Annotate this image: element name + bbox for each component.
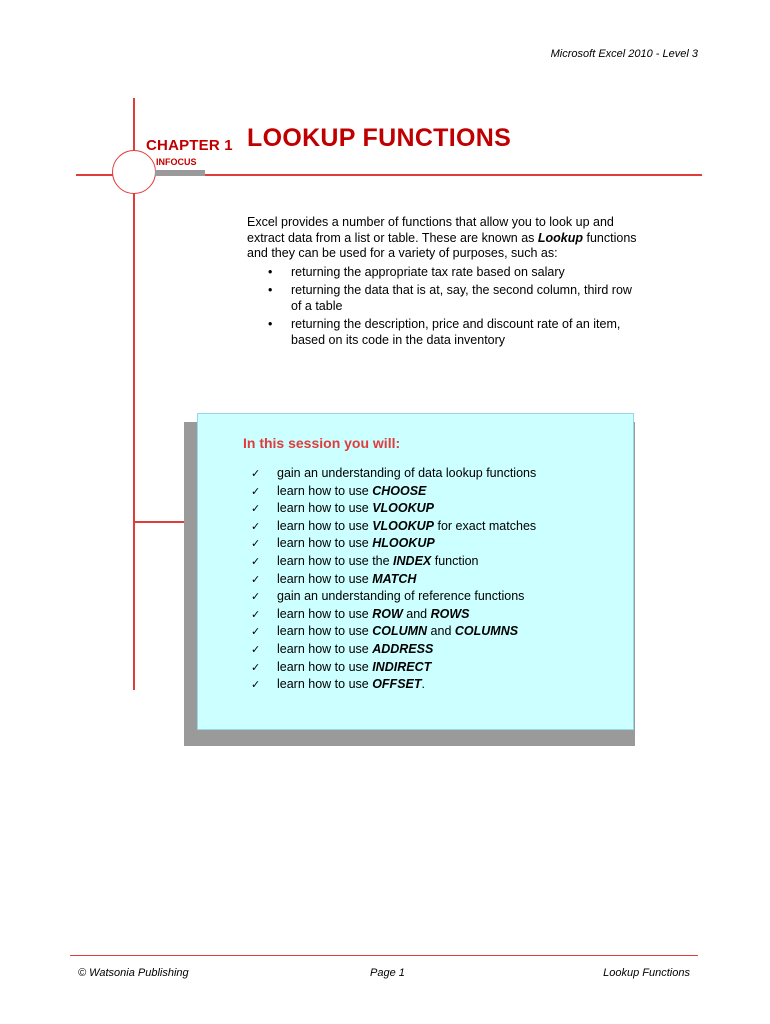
list-item <box>251 588 536 606</box>
objective-text: learn how to use <box>277 501 373 516</box>
bullet-text: returning the appropriate tax rate based on salary <box>291 264 565 279</box>
list-item <box>251 500 536 518</box>
footer-rule <box>70 955 698 956</box>
objective-text: and <box>402 606 431 621</box>
infocus-bar <box>155 170 205 176</box>
bullet-text: returning the data that is at, say, the second column, third row of a table <box>291 283 632 313</box>
checkmark-icon: ✓ <box>251 642 261 656</box>
checkmark-icon: ✓ <box>251 607 261 621</box>
list-item <box>251 571 536 589</box>
function-name: ROW <box>372 606 403 621</box>
objective-text: learn how to use <box>277 624 373 639</box>
function-name: INDEX <box>393 553 432 568</box>
list-item <box>251 641 536 659</box>
checkmark-icon: ✓ <box>251 572 261 586</box>
chapter-circle-ornament <box>112 150 156 194</box>
objective-text: for exact matches <box>434 518 537 533</box>
footer-copyright: © Watsonia Publishing <box>78 967 189 979</box>
checkmark-icon: ✓ <box>251 502 261 516</box>
list-item <box>251 518 536 536</box>
objective-text: and <box>427 624 455 639</box>
page-title: LOOKUP FUNCTIONS <box>247 124 512 152</box>
function-name: MATCH <box>372 571 417 586</box>
objective-text: learn how to use <box>277 659 373 674</box>
checkmark-icon: ✓ <box>251 484 261 498</box>
objective-text: learn how to use <box>277 536 373 551</box>
intro-bullet-list <box>247 265 642 349</box>
objective-text: learn how to use <box>277 641 373 656</box>
bullet-icon: • <box>268 264 273 279</box>
list-item <box>251 676 536 694</box>
footer-page-number: Page 1 <box>370 967 405 979</box>
intro-emphasis: Lookup <box>537 230 584 245</box>
function-name: COLUMNS <box>454 624 519 639</box>
list-item <box>251 535 536 553</box>
function-name: HLOOKUP <box>372 536 435 551</box>
function-name: VLOOKUP <box>372 518 435 533</box>
checkmark-icon: ✓ <box>251 537 261 551</box>
objective-text: learn how to use <box>277 606 373 621</box>
list-item <box>247 317 642 348</box>
chapter-label: CHAPTER 1 <box>146 137 233 154</box>
objective-text: gain an understanding of reference functions <box>277 589 525 604</box>
checkmark-icon: ✓ <box>251 678 261 692</box>
checkmark-icon: ✓ <box>251 467 261 480</box>
list-item <box>251 623 536 641</box>
bullet-icon: • <box>268 283 273 297</box>
list-item <box>251 465 536 483</box>
list-item <box>247 283 642 314</box>
checkmark-icon: ✓ <box>251 625 261 639</box>
checkmark-icon: ✓ <box>251 554 261 568</box>
function-name: ADDRESS <box>372 641 434 656</box>
function-name: INDIRECT <box>372 659 432 674</box>
intro-text-continued: functions and they can be used for a variety of purposes, such as: <box>247 230 637 260</box>
session-objectives-list <box>251 465 536 694</box>
running-header: Microsoft Excel 2010 - Level 3 <box>550 48 698 60</box>
infocus-label: INFOCUS <box>156 157 197 167</box>
intro-section <box>247 215 642 348</box>
objective-text: learn how to use <box>277 677 373 692</box>
bullet-text: returning the description, price and discount rate of an item, based on its code in the data inventory <box>291 317 621 347</box>
function-name: ROWS <box>430 606 470 621</box>
bullet-icon: • <box>268 317 273 331</box>
list-item <box>251 659 536 677</box>
list-item <box>251 553 536 571</box>
objective-text: learn how to use <box>277 518 373 533</box>
footer-chapter-name: Lookup Functions <box>603 967 690 979</box>
function-name: VLOOKUP <box>372 501 435 516</box>
checkmark-icon: ✓ <box>251 590 261 604</box>
session-title: In this session you will: <box>243 435 401 451</box>
function-name: OFFSET <box>372 677 422 692</box>
objective-text: function <box>431 553 479 568</box>
intro-paragraph <box>247 215 642 262</box>
function-name: CHOOSE <box>372 483 427 498</box>
list-item <box>247 265 642 281</box>
objective-text: learn how to use <box>277 483 373 498</box>
objective-text: gain an understanding of data lookup functions <box>277 466 537 480</box>
checkmark-icon: ✓ <box>251 660 261 674</box>
list-item <box>251 606 536 624</box>
checkmark-icon: ✓ <box>251 519 261 533</box>
objective-text: learn how to use <box>277 571 373 586</box>
objective-text: learn how to use the <box>277 553 394 568</box>
function-name: COLUMN <box>372 624 428 639</box>
objective-text: . <box>421 677 425 692</box>
list-item <box>251 483 536 501</box>
intro-text: Excel provides a number of functions that allow you to look up and extract data from a list or table. These are known as <box>247 215 614 245</box>
